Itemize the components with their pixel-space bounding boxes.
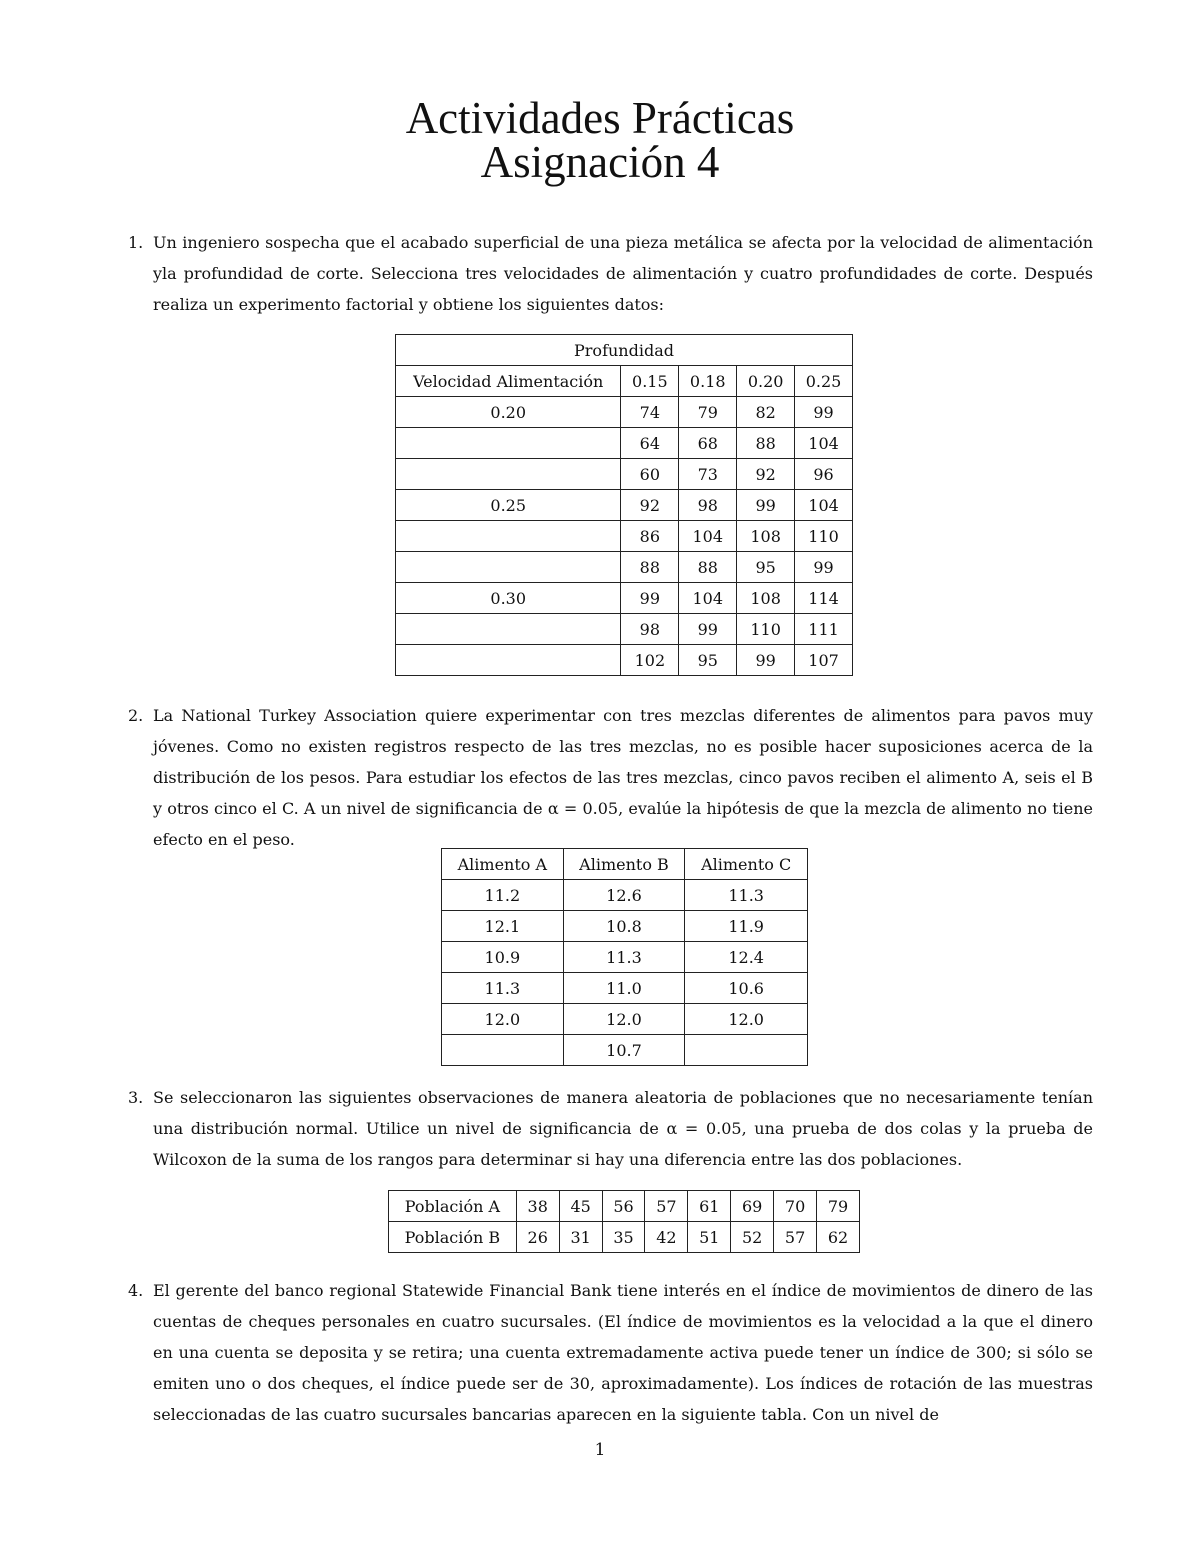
table-row: [396, 459, 853, 490]
depth-header: 0.20: [737, 366, 795, 397]
value-cell: 73: [679, 459, 737, 490]
value-cell: 88: [621, 552, 679, 583]
value-cell: 95: [737, 552, 795, 583]
depth-header: 0.15: [621, 366, 679, 397]
value-cell: 69: [731, 1191, 774, 1222]
value-cell: 104: [795, 428, 853, 459]
question-number: 3.: [128, 1088, 144, 1107]
value-cell: 70: [774, 1191, 817, 1222]
depth-group-header: Profundidad: [396, 335, 853, 366]
value-cell: 99: [737, 490, 795, 521]
table-row: [442, 942, 808, 973]
value-cell: 12.0: [685, 1004, 808, 1035]
value-cell: 12.4: [685, 942, 808, 973]
question-number: 2.: [128, 706, 144, 725]
question-text: Se seleccionaron las siguientes observaciones de manera aleatoria de poblaciones que no necesariamente tenían una distribución normal. Utilice un nivel de significancia de α = 0.05, una prueba de dos colas y la prueba de Wilcoxon de la suma de los rangos para determinar si hay una diferencia entre las dos poblaciones.: [153, 1088, 1093, 1169]
table-row: [396, 428, 853, 459]
value-cell: 79: [679, 397, 737, 428]
speed-cell: [396, 459, 621, 490]
value-cell: 26: [516, 1222, 559, 1253]
value-cell: 61: [688, 1191, 731, 1222]
document-title: [0, 93, 1200, 187]
value-cell: 10.8: [563, 911, 685, 942]
table-row: [396, 614, 853, 645]
value-cell: 57: [645, 1191, 688, 1222]
table-row: [442, 1004, 808, 1035]
column-header: Alimento C: [685, 849, 808, 880]
value-cell: 108: [737, 521, 795, 552]
value-cell: 92: [621, 490, 679, 521]
value-cell: 38: [516, 1191, 559, 1222]
value-cell: 107: [795, 645, 853, 676]
depth-header: 0.25: [795, 366, 853, 397]
value-cell: [442, 1035, 564, 1066]
value-cell: 10.9: [442, 942, 564, 973]
value-cell: 60: [621, 459, 679, 490]
value-cell: [685, 1035, 808, 1066]
question-2: [128, 700, 1093, 855]
value-cell: 108: [737, 583, 795, 614]
value-cell: 52: [731, 1222, 774, 1253]
factorial-data-table: [395, 334, 853, 676]
value-cell: 64: [621, 428, 679, 459]
title-line-1: Actividades Prácticas: [405, 93, 795, 143]
speed-cell: [396, 614, 621, 645]
value-cell: 62: [817, 1222, 860, 1253]
table-row: [396, 490, 853, 521]
value-cell: 79: [817, 1191, 860, 1222]
value-cell: 11.0: [563, 973, 685, 1004]
value-cell: 102: [621, 645, 679, 676]
value-cell: 42: [645, 1222, 688, 1253]
value-cell: 92: [737, 459, 795, 490]
value-cell: 12.6: [563, 880, 685, 911]
value-cell: 12.0: [442, 1004, 564, 1035]
value-cell: 95: [679, 645, 737, 676]
value-cell: 12.1: [442, 911, 564, 942]
table-row: [442, 880, 808, 911]
table-row: [396, 645, 853, 676]
title-line-2: Asignación 4: [480, 137, 720, 187]
value-cell: 45: [559, 1191, 602, 1222]
value-cell: 86: [621, 521, 679, 552]
table-row: [396, 521, 853, 552]
speed-cell: 0.30: [396, 583, 621, 614]
value-cell: 88: [679, 552, 737, 583]
value-cell: 88: [737, 428, 795, 459]
value-cell: 56: [602, 1191, 645, 1222]
column-header: Alimento A: [442, 849, 564, 880]
value-cell: 114: [795, 583, 853, 614]
question-number: 4.: [128, 1281, 144, 1300]
question-text: Un ingeniero sospecha que el acabado superficial de una pieza metálica se afecta por la velocidad de alimentación yla profundidad de corte. Selecciona tres velocidades de alimentación y cuatro profundidades de corte. Después realiza un experimento factorial y obtiene los siguientes datos:: [153, 233, 1093, 314]
value-cell: 12.0: [563, 1004, 685, 1035]
value-cell: 111: [795, 614, 853, 645]
speed-cell: 0.25: [396, 490, 621, 521]
value-cell: 104: [795, 490, 853, 521]
speed-cell: 0.20: [396, 397, 621, 428]
value-cell: 99: [737, 645, 795, 676]
speed-cell: [396, 645, 621, 676]
population-label: Población A: [389, 1191, 517, 1222]
value-cell: 99: [679, 614, 737, 645]
value-cell: 10.6: [685, 973, 808, 1004]
table-row: [396, 397, 853, 428]
value-cell: 11.9: [685, 911, 808, 942]
value-cell: 110: [795, 521, 853, 552]
value-cell: 10.7: [563, 1035, 685, 1066]
table-header-row: [442, 849, 808, 880]
table-row: [442, 973, 808, 1004]
question-text: La National Turkey Association quiere experimentar con tres mezclas diferentes de alimentos para pavos muy jóvenes. Como no existen registros respecto de las tres mezclas, no es posible hacer suposiciones acerca de la distribución de los pesos. Para estudiar los efectos de las tres mezclas, cinco pavos reciben el alimento A, seis el B y otros cinco el C. A un nivel de significancia de α = 0.05, evalúe la hipótesis de que la mezcla de alimento no tiene efecto en el peso.: [153, 706, 1093, 849]
column-header: Alimento B: [563, 849, 685, 880]
value-cell: 68: [679, 428, 737, 459]
value-cell: 57: [774, 1222, 817, 1253]
depth-header: 0.18: [679, 366, 737, 397]
value-cell: 110: [737, 614, 795, 645]
value-cell: 11.2: [442, 880, 564, 911]
value-cell: 11.3: [563, 942, 685, 973]
value-cell: 11.3: [442, 973, 564, 1004]
value-cell: 31: [559, 1222, 602, 1253]
question-text: El gerente del banco regional Statewide Financial Bank tiene interés en el índice de movimientos de dinero de las cuentas de cheques personales en cuatro sucursales. (El índice de movimientos es la velocidad a la que el dinero en una cuenta se deposita y se retira; una cuenta extremadamente activa puede tener un índice de 300; si sólo se emiten uno o dos cheques, el índice puede ser de 30, aproximadamente). Los índices de rotación de las muestras seleccionadas de las cuatro sucursales bancarias aparecen en la siguiente tabla. Con un nivel de: [153, 1281, 1093, 1424]
table-row: [389, 1222, 860, 1253]
question-1: [128, 227, 1093, 320]
page-number: 1: [594, 1440, 606, 1460]
feed-weights-table: [441, 848, 808, 1066]
value-cell: 104: [679, 583, 737, 614]
table-row: [396, 583, 853, 614]
population-label: Población B: [389, 1222, 517, 1253]
value-cell: 96: [795, 459, 853, 490]
speed-cell: [396, 428, 621, 459]
question-number: 1.: [128, 233, 144, 252]
value-cell: 98: [621, 614, 679, 645]
value-cell: 35: [602, 1222, 645, 1253]
value-cell: 74: [621, 397, 679, 428]
value-cell: 104: [679, 521, 737, 552]
value-cell: 99: [795, 552, 853, 583]
populations-table: [388, 1190, 860, 1253]
value-cell: 51: [688, 1222, 731, 1253]
value-cell: 98: [679, 490, 737, 521]
value-cell: 11.3: [685, 880, 808, 911]
speed-cell: [396, 521, 621, 552]
table-row: [442, 1035, 808, 1066]
table-row: [389, 1191, 860, 1222]
question-4: [128, 1275, 1093, 1430]
speed-cell: [396, 552, 621, 583]
table-row: [442, 911, 808, 942]
speed-column-header: Velocidad Alimentación: [396, 366, 621, 397]
value-cell: 99: [621, 583, 679, 614]
question-3: [128, 1082, 1093, 1175]
value-cell: 82: [737, 397, 795, 428]
value-cell: 99: [795, 397, 853, 428]
table-row: [396, 552, 853, 583]
